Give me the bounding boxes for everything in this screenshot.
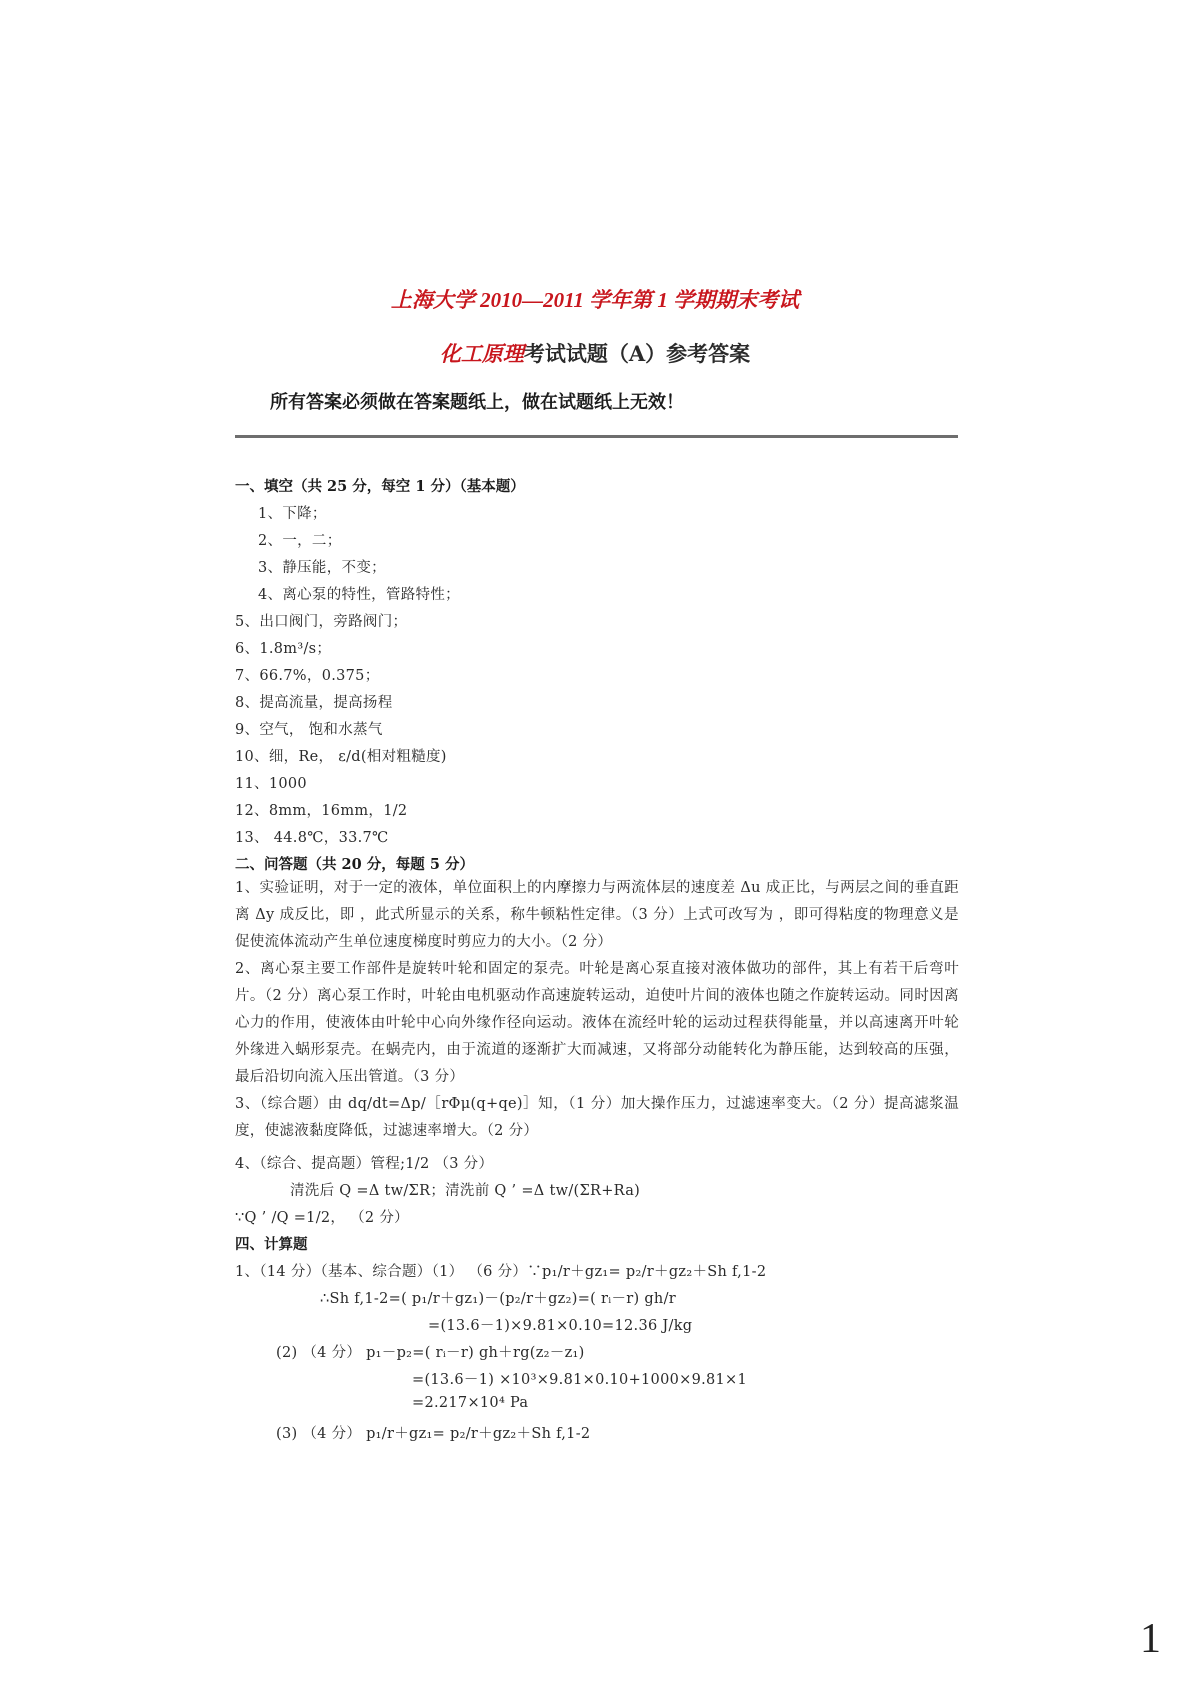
calc-line: ∴Sh f,1-2=( p₁/r＋gz₁)－(p₂/r＋gz₂)=( rᵢ－r) gh/r: [320, 1291, 676, 1307]
fill-answer: 9、空气， 饱和水蒸气: [235, 722, 383, 738]
fill-answer: 3、静压能，不变；: [258, 560, 386, 576]
section2-heading: 二、问答题（共 20 分，每题 5 分）: [235, 856, 474, 873]
section4-heading: 四、计算题: [235, 1236, 308, 1253]
exam-subtitle: [0, 338, 1190, 368]
calc-line: 1、（14 分）（基本、综合题）（1） （6 分）∵p₁/r＋gz₁= p₂/r＋gz₂＋Sh f,1-2: [235, 1264, 767, 1280]
calc-line: (2) （4 分） p₁－p₂=( rᵢ－r) gh＋rg(z₂－z₁): [276, 1345, 585, 1361]
divider: [235, 435, 958, 438]
answer-q2: 2、离心泵主要工作部件是旋转叶轮和固定的泵壳。叶轮是离心泵直接对液体做功的部件，其上有若干后弯叶片。（2 分）离心泵工作时，叶轮由电机驱动作高速旋转运动，迫使叶片间的液体也随之作旋转运动。同时因离心力的作用，使液体由叶轮中心向外缘作径向运动。液体在流经叶轮的运动过程获得能量，并以高速离开叶轮外缘进入蜗形泵壳。在蜗壳内，由于流道的逐渐扩大而减速，又将部分动能转化为静压能，达到较高的压强，最后沿切向流入压出管道。（3 分）: [235, 961, 959, 1085]
course-name: 化工原理: [439, 341, 524, 366]
fill-answer: 13、 44.8℃，33.7℃: [235, 830, 389, 846]
fill-answer: 4、离心泵的特性，管路特性；: [258, 587, 460, 603]
fill-answer: 5、出口阀门，旁路阀门；: [235, 614, 408, 630]
fill-answer: 12、8mm，16mm，1/2: [235, 803, 408, 819]
page-number: 1: [1140, 1616, 1161, 1662]
calc-line: =2.217×10⁴ Pa: [412, 1395, 529, 1411]
exam-title: 上海大学 2010—2011 学年第 1 学期期末考试: [390, 288, 800, 312]
fill-answer: 2、一，二；: [258, 533, 342, 549]
fill-answer: 8、提高流量，提高扬程: [235, 695, 393, 711]
section1-heading: 一、填空（共 25 分，每空 1 分）（基本题）: [235, 478, 525, 495]
fill-answer: 7、66.7%，0.375；: [235, 668, 380, 684]
calc-line: =(13.6－1) ×10³×9.81×0.10+1000×9.81×1: [412, 1372, 748, 1388]
answer-q4: 4、（综合、提高题）管程;1/2 （3 分）: [235, 1156, 494, 1172]
answer-q4-formula: 清洗后 Q =Δ tw/ΣR；清洗前 Q ’ =Δ tw/(ΣR+Ra): [290, 1183, 641, 1199]
fill-answer: 11、1000: [235, 776, 307, 792]
calc-line: =(13.6－1)×9.81×0.10=12.36 J/kg: [428, 1318, 693, 1334]
fill-answer: 6、1.8m³/s；: [235, 641, 332, 657]
calc-line: (3) （4 分） p₁/r＋gz₁= p₂/r＋gz₂＋Sh f,1-2: [276, 1426, 591, 1442]
answer-q1: 1、实验证明，对于一定的液体，单位面积上的内摩擦力与两流体层的速度差 Δu 成正比，与两层之间的垂直距离 Δy 成反比，即 ，此式所显示的关系，称牛顿粘性定律。（3 分）上式可改写为 ，即可得粘度的物理意义是促使流体流动产生单位速度梯度时剪应力的大小。（2 分）: [235, 880, 959, 950]
answer-q3: 3、（综合题）由 dq/dt=Δp/［rΦμ(q+qe)］知，（1 分）加大操作压力，过滤速率变大。（2 分）提高滤浆温度，使滤液黏度降低，过滤速率增大。（2 分）: [235, 1096, 959, 1139]
subtitle-rest: 考试试题（A）参考答案: [523, 341, 751, 366]
fill-answer: 1、下降；: [258, 506, 327, 522]
fill-answer: 10、细，Re， ε/d(相对粗糙度): [235, 749, 447, 765]
notice: 所有答案必须做在答案题纸上，做在试题纸上无效！: [270, 392, 684, 413]
answer-q4-result: ∵Q ’ /Q =1/2， （2 分）: [235, 1210, 409, 1226]
